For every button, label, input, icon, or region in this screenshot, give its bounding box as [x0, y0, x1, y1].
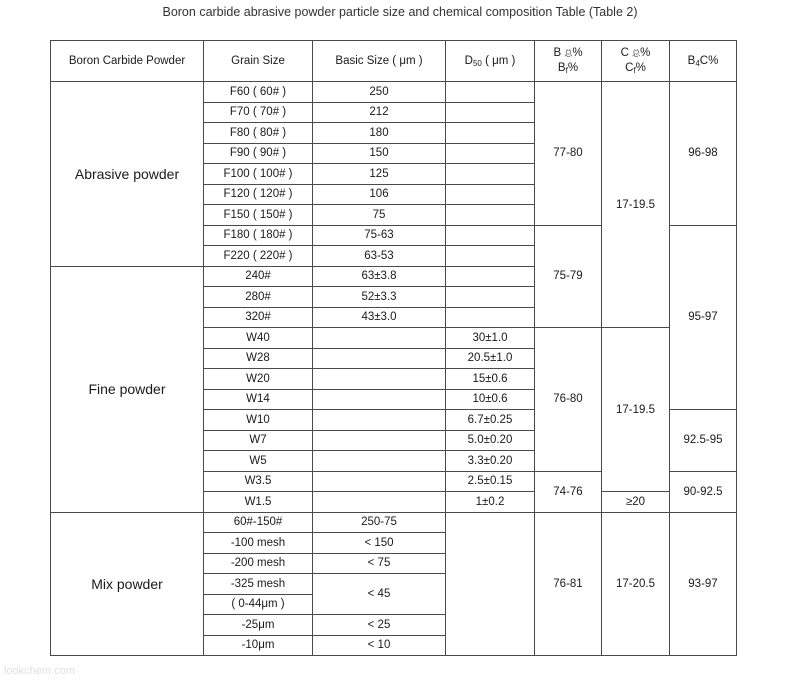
category-abrasive: Abrasive powder: [51, 82, 204, 267]
basic-cell: [313, 328, 446, 349]
d50-cell: 5.0±0.20: [446, 430, 535, 451]
grain-cell: -325 mesh: [204, 574, 313, 595]
grain-cell: 240#: [204, 266, 313, 287]
header-b-free-b: %: [567, 62, 579, 74]
basic-cell: 125: [313, 164, 446, 185]
grain-cell: F90 ( 90# ): [204, 143, 313, 164]
basic-cell: [313, 369, 446, 390]
basic-cell: 63-53: [313, 246, 446, 267]
carbon-cell: 17-19.5: [602, 82, 670, 328]
header-d50: [446, 41, 535, 82]
grain-cell: W28: [204, 348, 313, 369]
basic-cell: 180: [313, 123, 446, 144]
d50-cell: [446, 102, 535, 123]
basic-cell: [313, 389, 446, 410]
carbon-cell: 17-19.5: [602, 328, 670, 492]
d50-cell: [446, 164, 535, 185]
header-c-free-a: C: [625, 62, 634, 74]
header-b4c: [670, 41, 737, 82]
d50-cell: 15±0.6: [446, 369, 535, 390]
header-b4c-a: B: [687, 54, 696, 67]
basic-cell: [313, 410, 446, 431]
d50-cell: [446, 266, 535, 287]
watermark: lookchem.com: [4, 665, 75, 677]
boron-cell: 74-76: [535, 471, 602, 512]
header-c-free-b: %: [635, 62, 646, 74]
basic-cell: 212: [313, 102, 446, 123]
grain-cell: W7: [204, 430, 313, 451]
header-b-total-a: B: [553, 47, 565, 59]
d50-cell: 2.5±0.15: [446, 471, 535, 492]
boron-cell: 76-80: [535, 328, 602, 472]
d50-cell: [446, 287, 535, 308]
grain-cell: F180 ( 180# ): [204, 225, 313, 246]
grain-cell: -25μm: [204, 615, 313, 636]
header-b-free: [558, 62, 578, 74]
header-b-free-sub: f: [565, 66, 568, 75]
grain-cell: -200 mesh: [204, 553, 313, 574]
grain-cell: ( 0-44μm ): [204, 594, 313, 615]
basic-cell: 75: [313, 205, 446, 226]
grain-cell: -10μm: [204, 635, 313, 656]
header-b-total-b: %: [572, 47, 583, 59]
basic-cell: [313, 430, 446, 451]
basic-cell: 52±3.3: [313, 287, 446, 308]
d50-cell: 1±0.2: [446, 492, 535, 513]
header-d50-main: D: [464, 54, 473, 67]
grain-cell: F220 ( 220# ): [204, 246, 313, 267]
header-b-total: [553, 47, 582, 59]
header-basic-size: Basic Size ( μm ): [313, 41, 446, 82]
basic-cell: < 75: [313, 553, 446, 574]
header-c-free: [625, 62, 646, 74]
header-powder: Boron Carbide Powder: [51, 41, 204, 82]
boron-cell: 75-79: [535, 225, 602, 328]
d50-cell: 3.3±0.20: [446, 451, 535, 472]
table-caption: Boron carbide abrasive powder particle size and chemical composition Table (Table 2): [162, 5, 638, 19]
basic-cell: [313, 471, 446, 492]
d50-cell: [446, 246, 535, 267]
grain-cell: W3.5: [204, 471, 313, 492]
basic-cell: < 10: [313, 635, 446, 656]
basic-cell: 63±3.8: [313, 266, 446, 287]
basic-cell: 250-75: [313, 512, 446, 533]
b4c-cell: 92.5-95: [670, 410, 737, 472]
boron-cell: 76-81: [535, 512, 602, 656]
header-c-total-sub: 总: [632, 49, 641, 58]
d50-cell: 30±1.0: [446, 328, 535, 349]
grain-cell: W10: [204, 410, 313, 431]
grain-cell: W14: [204, 389, 313, 410]
basic-cell: [313, 348, 446, 369]
header-boron: [535, 41, 602, 82]
header-c-total-b: %: [640, 47, 651, 59]
b4c-cell: 95-97: [670, 225, 737, 410]
header-c-total: [621, 47, 651, 59]
basic-cell: 250: [313, 82, 446, 103]
grain-cell: F60 ( 60# ): [204, 82, 313, 103]
grain-cell: W5: [204, 451, 313, 472]
basic-cell: [313, 492, 446, 513]
header-b-free-a: B: [557, 62, 566, 74]
d50-cell: [446, 143, 535, 164]
grain-cell: 280#: [204, 287, 313, 308]
basic-cell: 150: [313, 143, 446, 164]
grain-cell: F120 ( 120# ): [204, 184, 313, 205]
header-c-total-a: C: [620, 47, 633, 59]
d50-cell: [446, 307, 535, 328]
header-b4c-sub: 4: [695, 58, 700, 68]
header-c-free-sub: f: [633, 66, 636, 75]
d50-cell: [446, 82, 535, 103]
d50-cell: 20.5±1.0: [446, 348, 535, 369]
grain-cell: 60#-150#: [204, 512, 313, 533]
grain-cell: F150 ( 150# ): [204, 205, 313, 226]
grain-cell: W1.5: [204, 492, 313, 513]
basic-cell: [313, 451, 446, 472]
basic-cell: < 25: [313, 615, 446, 636]
boron-carbide-table: [50, 40, 737, 656]
d50-cell: [446, 225, 535, 246]
basic-cell: 106: [313, 184, 446, 205]
header-b-total-sub: 总: [564, 49, 573, 58]
grain-cell: W20: [204, 369, 313, 390]
basic-cell: 43±3.0: [313, 307, 446, 328]
b4c-cell: 90-92.5: [670, 471, 737, 512]
grain-cell: 320#: [204, 307, 313, 328]
header-carbon: [602, 41, 670, 82]
grain-cell: F80 ( 80# ): [204, 123, 313, 144]
carbon-cell: ≥20: [602, 492, 670, 513]
boron-cell: 77-80: [535, 82, 602, 226]
carbon-cell: 17-20.5: [602, 512, 670, 656]
b4c-cell: 96-98: [670, 82, 737, 226]
header-row: [51, 41, 737, 82]
header-grain-size: Grain Size: [204, 41, 313, 82]
header-d50-unit: ( μm ): [481, 54, 516, 67]
header-d50-sub: 50: [472, 58, 482, 68]
b4c-cell: 93-97: [670, 512, 737, 656]
basic-cell: < 45: [313, 574, 446, 615]
grain-cell: -100 mesh: [204, 533, 313, 554]
grain-cell: F70 ( 70# ): [204, 102, 313, 123]
table-row: [51, 82, 737, 103]
grain-cell: W40: [204, 328, 313, 349]
table-row: [51, 512, 737, 533]
grain-cell: F100 ( 100# ): [204, 164, 313, 185]
d50-cell: 10±0.6: [446, 389, 535, 410]
category-fine: Fine powder: [51, 266, 204, 512]
basic-cell: < 150: [313, 533, 446, 554]
d50-cell: [446, 512, 535, 656]
d50-cell: 6.7±0.25: [446, 410, 535, 431]
d50-cell: [446, 205, 535, 226]
d50-cell: [446, 184, 535, 205]
category-mix: Mix powder: [51, 512, 204, 656]
basic-cell: 75-63: [313, 225, 446, 246]
header-b4c-b: C%: [699, 54, 719, 67]
d50-cell: [446, 123, 535, 144]
